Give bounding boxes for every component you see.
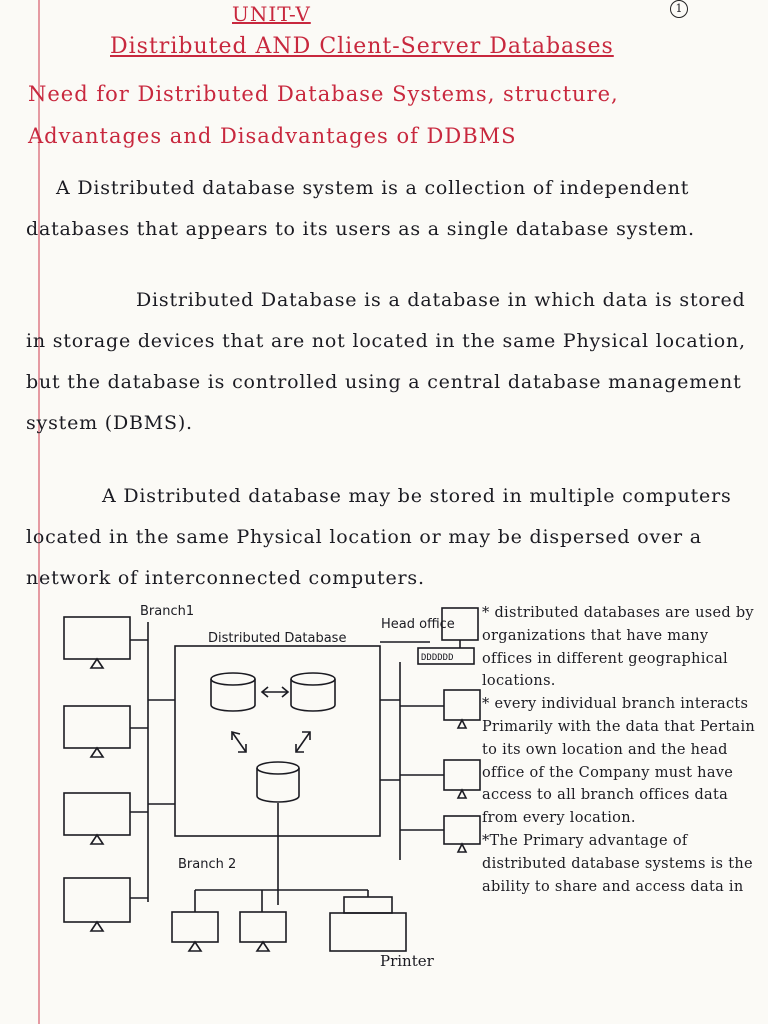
unit-heading: UNIT-V [232,2,311,26]
sync-arrow-icon [232,687,310,752]
note-item: * every individual branch interacts Primarily with the data that Pertain to its own location and the head office of the Company must have access to all branch offices data from every location. [482,696,756,827]
branch2-computer-1 [172,912,218,951]
printer-label: Printer [380,952,434,970]
database-cylinder-1 [211,673,255,711]
definition-paragraph: A Distributed database system is a collection of independent databases that appears to its users as a single database system. [26,177,695,240]
page-number: 1 [670,0,688,18]
distributed-database-label: Distributed Database [208,631,347,646]
database-cylinder-2 [291,673,335,711]
topic-subtitle-line-1: Need for Distributed Database Systems, structure, [28,82,619,106]
head-office-label: Head office [381,617,455,632]
keyboard-keys: DDDDDD [421,653,454,663]
topic-subtitle-line-2: Advantages and Disadvantages of DDBMS [28,124,517,148]
right-computer-1 [444,690,480,728]
branch1-computer-2 [64,706,130,757]
chapter-title: Distributed AND Client-Server Databases [110,34,614,59]
branch1-label: Branch1 [140,604,195,619]
printer-icon [330,897,406,951]
distributed-database-paragraph: Distributed Database is a database in which data is stored in storage devices that are not located in the same Physical location, but the database is controlled using a central database management system (DBMS). [26,289,746,434]
branch2-label: Branch 2 [178,857,237,872]
branch2-computer-2 [240,912,286,951]
diagram-notes [482,602,762,898]
right-computer-3 [444,816,480,852]
database-cylinder-3 [257,762,299,802]
branch1-computer-1 [64,617,130,668]
note-item: *The Primary advantage of distributed database systems is the ability to share and access data in [482,832,753,895]
branch1-computer-3 [64,793,130,844]
right-computer-2 [444,760,480,798]
storage-paragraph: A Distributed database may be stored in multiple computers located in the same Physical location or may be dispersed over a network of interconnected computers. [26,485,732,589]
branch2-computer-left [64,878,130,931]
note-item: * distributed databases are used by organizations that have many offices in different geographical locations. [482,605,754,690]
